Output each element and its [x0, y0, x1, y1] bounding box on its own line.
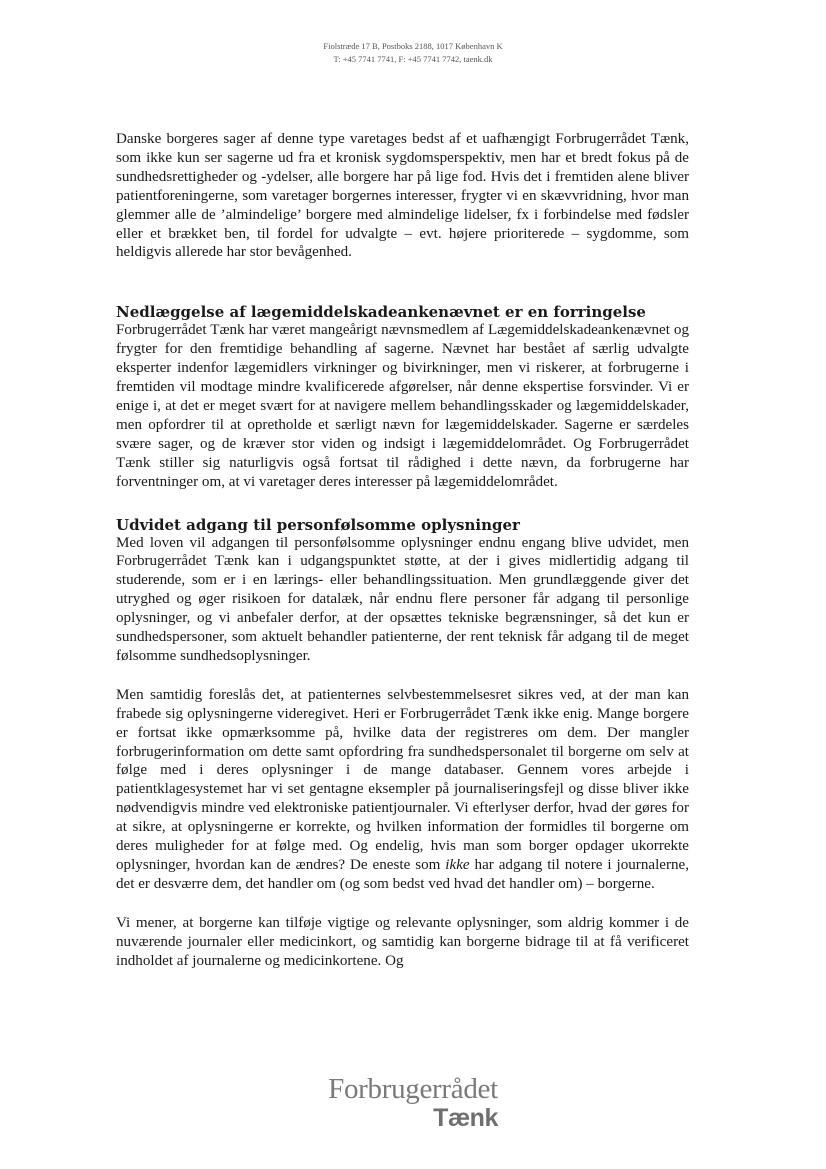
paragraph-4-part-1: Men samtidig foreslås det, at patienternes selvbestemmelsesret sikres ved, at der man kan frabede sig oplysningerne videregivet. Heri er Forbrugerrådet Tænk ikke enig. Mange borgere er fortsat ikke opmærksomme på, hvilke data der registreres om dem. Der mangler forbrugerinformation om dette samt opfordring fra sundhedspersonalet til borgerne om selv at følge med i deres oplysninger i de mange databaser. Gennem vores arbejde i patientklagesystemet har vi set gentagne eksempler på journaliseringsfejl og disse bliver ikke nødvendigvis mindre ved elektroniske patientjournaler. Vi efterlyser derfor, hvad der gøres for at sikre, at oplysningerne er korrekte, og hvilken information der formidles til borgerne om deres muligheder for at følge med. Og endelig, hvis man som borger opdager ukorrekte oplysninger, hvordan kan de ændres? De eneste som [116, 686, 689, 873]
document-body [116, 130, 689, 971]
paragraph-3: Med loven vil adgangen til personfølsomme oplysninger endnu engang blive udvidet, men Forbrugerrådet Tænk kan i udgangspunktet støtte, at der i gives midlertidig adgang til studerende, som er i en lærings- eller behandlingssituation. Men grundlæggende giver det utryghed og øger risikoen for datalæk, når endnu flere personer får adgang til personlige oplysninger, og vi anbefaler derfor, at der opsættes tekniske begrænsninger, så det kun er sundhedspersoner, som aktuelt behandler patienterne, der rent teknisk får adgang til de meget følsomme sundhedsoplysninger. [116, 534, 689, 664]
logo-wordmark-line-2: Tænk [433, 1104, 498, 1132]
paragraph-1: Danske borgeres sager af denne type varetages bedst af et uafhængigt Forbrugerrådet Tænk, som ikke kun ser sagerne ud fra et kronisk sygdomsperspektiv, men har et bredt fokus på de sundhedsrettigheder og -ydelser, alle borgere har på lige fod. Hvis det i fremtiden alene bliver patientforeningerne, som varetager borgernes interesser, frygter vi en skævvridning, hvor man glemmer alle de ’almindelige’ borgere med almindelige lidelser, fx i forbindelse med fødsler eller et brækket ben, til fordel for udvalgte – evt. højere prioriterede – sygdomme, som heldigvis allerede har stor bevågenhed. [116, 131, 689, 261]
letterhead-contact: T: +45 7741 7741, F: +45 7741 7742, taenk.dk [333, 54, 493, 64]
section-heading-2: Udvidet adgang til personfølsomme oplysninger [116, 515, 520, 534]
letterhead [0, 40, 826, 66]
paragraph-4-part-2: har adgang til notere i journalerne, det er desværre dem, det handler om (og som bedst ved hvad det handler om) – borgerne. [116, 857, 690, 892]
logo-wordmark-line-1: Forbrugerrådet [328, 1073, 498, 1105]
brand-logo [0, 1073, 826, 1131]
section-heading-1: Nedlæggelse af lægemiddelskadeankenævnet er en forringelse [116, 303, 646, 322]
letterhead-address: Fiolstræde 17 B, Postboks 2188, 1017 København K [323, 41, 503, 51]
paragraph-4-emphasis: ikke [445, 857, 470, 873]
paragraph-2: Forbrugerrådet Tænk har været mangeårigt nævnsmedlem af Lægemiddelskadeankenævnet og frygter for den fremtidige behandling af sagerne. Nævnet har bestået af særlig udvalgte eksperter indenfor lægemidlers virkninger og bivirkninger, men vi riskerer, at forbrugerne i fremtiden vil modtage mindre kvalificerede afgørelser, når denne ekspertise forsvinder. Vi er enige i, at det er meget svært for at navigere mellem behandlingsskader og lægemiddelskader, men opfordrer til at opretholde et særligt nævn for lægemiddelskader. Sagerne er særdeles svære sager, og de kræver stor viden og indsigt i lægemiddelområdet. Og Forbrugerrådet Tænk stiller sig naturligvis også fortsat til rådighed i dette nævn, da forbrugerne har forventninger om, at vi varetager deres interesser på lægemiddelområdet. [116, 322, 689, 490]
paragraph-4 [116, 686, 689, 894]
paragraph-5: Vi mener, at borgerne kan tilføje vigtige og relevante oplysninger, som aldrig kommer i de nuværende journaler eller medicinkort, og samtidig kan borgerne bidrage til at få verificeret indholdet af journalerne og medicinkortene. Og [116, 914, 689, 969]
